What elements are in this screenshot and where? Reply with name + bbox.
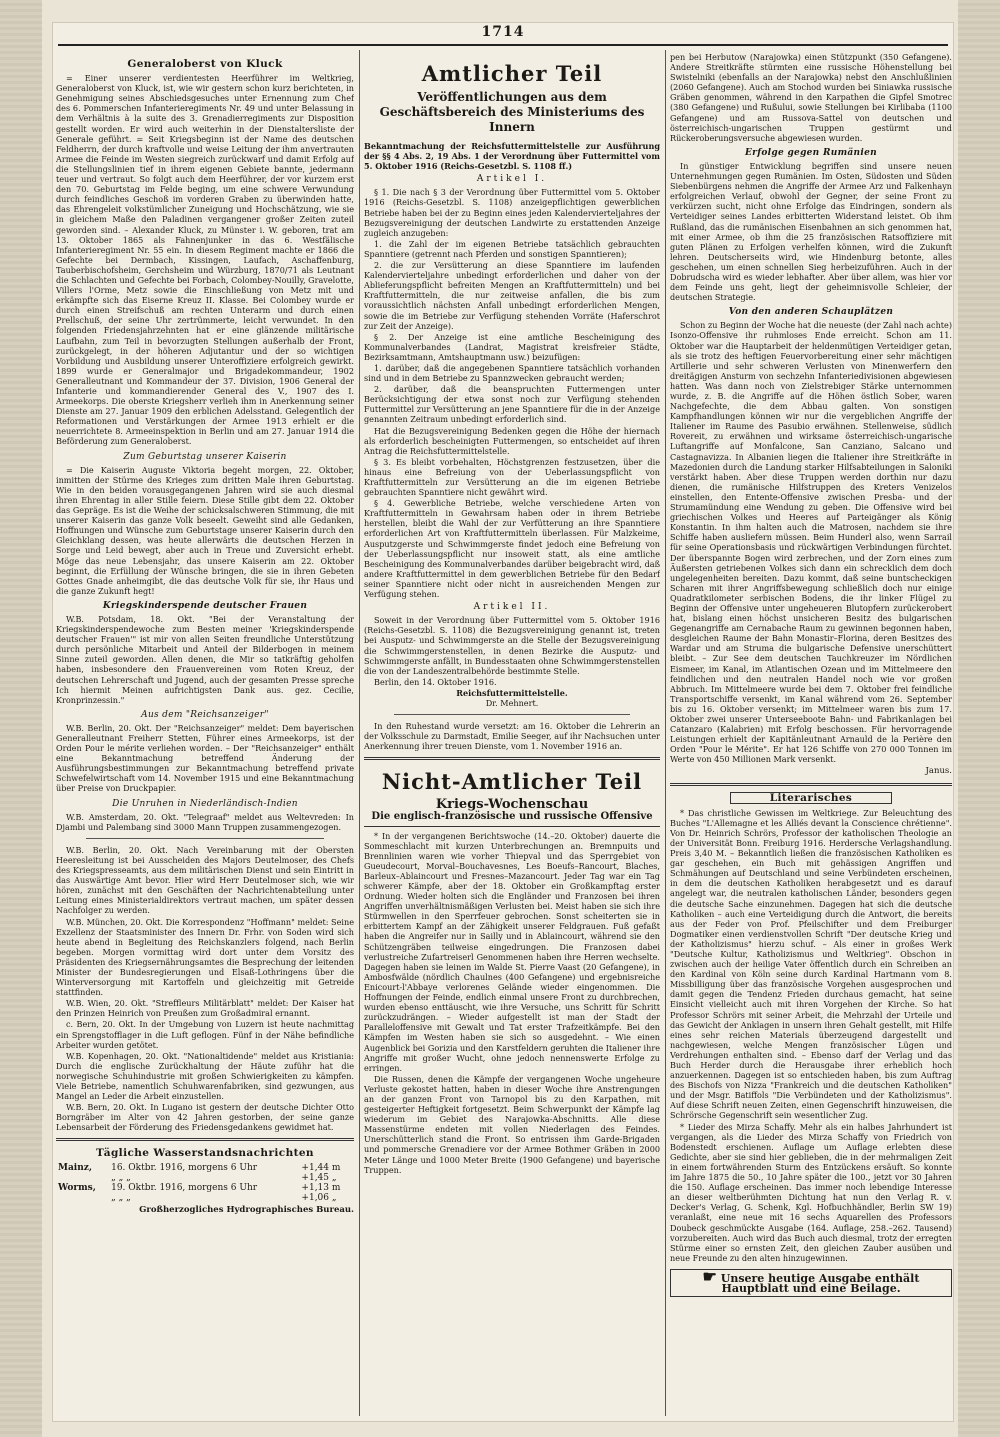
paragraph-1: § 1. Die nach § 3 der Verordnung über Futtermittel vom 5. Oktober 1916 (Reichs-Gesetzbl. S. 1108) anzeigepflichtigen gewerblichen Betriebe haben bei der zu Beginn eines jeden Kalendervierteljahres der Bezugsvereinigung der deutschen Landwirte zu erstattenden Anzeige zugleich anzugeben: xyxy=(364,187,660,238)
paragraph-3: Hat die Bezugsvereinigung Bedenken gegen die Höhe der hiernach als erforderlich bescheinigten Futtermengen, so entscheidet auf ihren Antrag die Reichsfuttermittelstelle. xyxy=(364,425,660,456)
paragraph-item-4: 2. darüber, daß die beanspruchten Futtermengen unter Berücksichtigung der etwa sonst noch zur Verfügung stehenden Futtermittel zur Versütterung an jene Spanntiere für die in der Anzeige genannten Zeitraum unbedingt erforderlich sind. xyxy=(364,384,660,425)
article-wochenschau-1: * In der vergangenen Berichtswoche (14.–20. Oktober) dauerte die Sommeschlacht mit kurzen Unterbrechungen an. Bremnpuits und Brennlinien waren wie vorher Thiepval und das Sperrgebiet von Gueudecourt, Morval–Bouchavesnes, Les Boeufs–Rancourt, Blaches, Barleux–Ablaincourt und Fresnes–Mazancourt. Jeder Tag war ein Tag schwerer Kämpfe, aber der 18. Oktober ein Großkampftag erster Ordnung. Wieder holten sich die Engländer und Franzosen bei ihren Angriffen unverhältnismäßigen Verlusten bei. Meist haben sie sich ihre Stürmwellen in den Sperrfeuer gebrochen. Sonst scheiterten sie in erbittertem Kampf an der Zähigkeit unserer Feldgrauen. Fuß gefaßt haben die Angreifer nur in Sailly und in Ablaincourt, während sie den Schützengräben teilweise eingedrungen. Die Franzosen dabei verlustreiche Zufartreiserl Genommenen haben ihre Herren wechselte. Dagegen haben sie leinen im Walde St. Pierre Vaast (20 Gefangene), in Ambosfwälde (nördlich Chaulnes (400 Gefangene) und ergebnisreiche Enicourt-l'Abbaye verlorenes Gelände wieder eingenommen. Die Hoffnungen der Feinde, endlich einmal unsere Front zu durchbrechen, wurden ebenso enttäuscht, wie ihre Versuche, uns Schritt für Schritt zurückzudrängen. – Wieder aufgestellt ist man der Stadt der Paralleloffensive mit Gewalt und Tat erster Trafzeitkämpfe. Bei den Kämpfen im Westen haben sie sich so ausgedehnt. – Wie einen Augenblick bei Gorizia und den Karstfeldern geruhten die Italiener ihre Angriffe mit großer Wucht, ohne jedoch nennenswerte Erfolge zu erringen. xyxy=(364,830,660,1073)
heading-literarisches: Literarisches xyxy=(730,792,892,804)
signature-office: Reichsfuttermittelstelle. xyxy=(456,687,568,698)
article-muenchen: W.B. München, 20. Okt. Die Korrespondenz "Hoffmann" meldet: Seine Exzellenz der Staatsminister des Innern Dr. Frhr. von Soden wird sich heute abend in Begleitung des Reichskanzlers folgend, nach Berlin begeben. Morgen vormittag wird dort unter dem Vorsitz des Präsidenten des Kriegsernährungsamtes die Besprechung der leitenden Minister der Bundesregierungen und Elsaß-Lothringens über die Winterversorgung mit Kartoffeln und gleichzeitig mit Getreide stattfinden. xyxy=(56,916,354,998)
heading-andere-schauplaetze: Von den anderen Schauplätzen xyxy=(728,307,894,318)
right-page-edge xyxy=(958,0,1000,1437)
retirement-notice: In den Ruhestand wurde versetzt: am 16. Oktober die Lehrerin an der Volksschule zu Darmstadt, Emilie Seeger, auf ihr Nachsuchen unter Anerkennung ihrer treuen Dienste, vom 1. November 1916 an. xyxy=(364,721,660,752)
article-label-1: Artikel I. xyxy=(476,174,548,185)
heading-ministerium: Veröffentlichungen aus dem Geschäftsbereich des Ministeriums des Innern xyxy=(379,90,645,134)
heading-kriegskinderspende: Kriegskinderspende deutscher Frauen xyxy=(102,600,308,611)
water-value: +1,44 m xyxy=(301,1162,341,1173)
water-date: „ „ „ xyxy=(111,1172,131,1183)
article-kaiserin: = Die Kaiserin Auguste Viktoria begeht morgen, 22. Oktober, inmitten der Stürme des Krieges zum dritten Male ihren Geburtstag. Wie in den beiden vorausgegangenen Jahren wird sie auch diesmal ihren Ehrentag in aller Stille feiern. Diese Stille gibt dem 22. Oktober das Gepräge. Es ist die Weihe der schicksalschweren Stimmung, die mit unserer Kaiserin das ganze Volk beseelt. Geweiht sind alle Gedanken, Hoffnungen und Wünsche zum Geburtstage unserer Kaiserin durch den Gleichklang dessen, was heute allerwärts die deutschen Herzen in Sorge und Leid bewegt, aber auch in Treue und Zuversicht erhebt. Möge das neue Lebensjahr, das unsere Kaiserin am 22. Oktober beginnt, die Erfüllung der Wünsche bringen, die sie in ihren Gebeten Gottes Gnade anheimgibt, die das deutsche Volk für sie, ihr Haus und die ganze Zukunft hegt! xyxy=(56,464,354,596)
paragraph-2: § 2. Der Anzeige ist eine amtliche Bescheinigung des Kommunalverbandes (Landrat, Magistrat kreisfreier Städte, Bezirksamtmann, Amtshauptmann usw.) beizufügen: xyxy=(364,331,660,362)
heading-offensive: Die englisch-französische und russische Offensive xyxy=(364,812,660,826)
review-gewissen: * Das christliche Gewissen im Weltkriege. Zur Beleuchtung des Buches "L'Allemagne et les Alliés devant la Conscience chrétienne". Von Dr. Heinrich Schrörs, Professor der katholischen Theologie an der Universität Bonn. Freiburg 1916. Herdersche Verlagshandlung. Preis 3,40 M. – Bekanntlich ließen die französischen Katholiken es gar geschehen, ein Buch mit gehässigen Angriffen und Schmähungen auf Deutschland und seine Verbündeten erscheinen, in dem die deutschen Katholiken herabgesetzt und es darauf angelegt war, die neutralen katholischen Länder, besonders gegen die deutsche Sache einzunehmen. Dagegen hat sich die deutsche Katholiken – auch eine Verteidigung durch die Antwort, die bereits aus der Feder von Prof. Pfeilschifter und dem Freiburger Dogmatiker einen verdienstvollen Schrift "Der deutsche Krieg und der Katholizismus" hierzu schuf. – Als einer in großes Werk "Deutsche Kultur, Katholizismus und Weltkrieg". Obschon in zwischen auch der heilige Vater öffentlich durch ein Schreiben an den Kardinal von Köln seine durch Kardinal Hartmann vom 8. Missbilligung über das französische Vorgehen ausgesprochen und damit gegen die Tendenz Frieden durchaus gemacht, hat seine Einsicht vielleicht auch mit ihren Vorgehen der Kirche. So hat Professor Schrörs mit seiner Arbeit, die Mehrzahl der Urteile und das Gewicht der Anklagen in unsern ihren Gehalt gestellt, mit Hilfe eines sehr reichen Materials überzeugend dargestellt und nachgewiesen, welche Mengen französischer Lügen und Verdrehungen enthalten sind. – Ebenso darf der Verlag und das Buch Herder durch die Herausgabe ihrer erheblich hoch anzuerkennen. Dagegen ist so entschieden haben, bis zum Auftrag des Bischofs von Nizza "Frankreich und die deutschen Katholiken" und der Msgr. Batiffols "Die Verbündeten und der Katholizismus". Auf diese Schrift neuen Zeiten, einen Gegenschrift hinzuweisen, die Schrörsche Gegenschrift sein wesentlicher Zug. xyxy=(670,807,952,1121)
table-row xyxy=(56,1173,354,1183)
heading-kaiserin: Zum Geburtstag unserer Kaiserin xyxy=(123,451,287,462)
water-date: 19. Oktbr. 1916, morgens 6 Uhr xyxy=(111,1182,258,1193)
column-left xyxy=(56,52,354,1416)
water-date: 16. Oktbr. 1916, morgens 6 Uhr xyxy=(111,1162,258,1173)
water-place: Mainz, xyxy=(58,1162,93,1173)
paragraph-item-3: 1. darüber, daß die angegebenen Spanntiere tatsächlich vorhanden sind und in dem Betriebe zu Spannzwecken gebraucht werden; xyxy=(364,362,660,384)
paragraph-item-2: 2. die zur Versütterung an diese Spanntiere im laufenden Kalendervierteljahre unbedingt erforderlichen und daher von der Ablieferungspflicht befreiten Mengen an Kraftfuttermitteln) und bei Kraftfuttermitteln, die nur zeitweise anfallen, die bis zum voraussichtlich nächsten Anfall unbedingt erforderlichen Mengen, sowie die im Betriebe zur Verfügung stehenden Vorräte (Haferschrot zur Zeit der Anzeige). xyxy=(364,260,660,331)
article-label-2: Artikel II. xyxy=(473,602,551,613)
article-wien: W.B. Wien, 20. Okt. "Streffleurs Militärblatt" meldet: Der Kaiser hat den Prinzen Heinrich von Preußen zum Großadmiral ernannt. xyxy=(56,998,354,1019)
water-level-table xyxy=(56,1163,354,1203)
paragraph-4: § 3. Es bleibt vorbehalten, Höchstgrenzen festzusetzen, über die hinaus eine Befreiung von der Ueberlassungspflicht von Kraftfuttermitteln zur Versütterung an die im eigenen Betriebe gebrauchten Spanntiere nicht gewährt wird. xyxy=(364,456,660,498)
heading-kluck: Generaloberst von Kluck xyxy=(127,58,283,70)
table-row xyxy=(56,1193,354,1203)
column-rule-1 xyxy=(359,50,360,1416)
notice-date: Berlin, den 14. Oktober 1916. xyxy=(374,676,497,687)
heading-amtlicher-teil: Amtlicher Teil xyxy=(421,61,603,86)
paragraph-5: § 4. Gewerbliche Betriebe, welche verschiedene Arten von Kraftfuttermitteln in Gewahrsam haben oder in ihrem Betriebe herstellen, bleibt die Wahl der zur Verfütterung an ihre Spanntiere erforderlichen Art von Kraftfuttermitteln überlassen. Für Malzkeime, Ausputzgerste und Schwimmgerste findet jedoch eine Befreiung von der Ueberlassungspflicht nur insoweit statt, als eine amtliche Bescheinigung des Kommunalverbandes darüber beigebracht wird, daß andere Kraftfuttermittel in dem gewerblichen Betriebe für den Bedarf seiner Spanntiere nicht oder nicht in ausreichenden Mengen zur Verfügung stehen. xyxy=(364,498,660,600)
notice-intro: Bekanntmachung der Reichsfuttermittelstelle zur Ausführung der §§ 4 Abs. 2, 19 Abs. 1 der Verordnung über Futtermittel vom 5. Oktober 1916 (Reichs-Gesetzbl. S. 1108 ff.) xyxy=(364,141,660,172)
article-rumaenien: In günstiger Entwicklung begriffen sind unsere neuen Unternehmungen gegen Rumänien. Im Osten, Südosten und Süden Siebenbürgens nehmen die Angriffe der Armee Arz und Falkenhayn erfolgreichen Verlauf, obwohl der Gegner, der seine Front zu verkürzen sucht, nicht ohne Erfolge das Eindringen, sondern als Verteidiger seines Landes erbitterten Widerstand leistet. Ob ihm Rußland, das die rumänischen Eisenbahnen an sich genommen hat, mit einer Armee, ob ihm die 25 französischen Ratsoffiziere mit guten Plänen zu Erfolgen verhelfen können, wird die Zukunft lehren. Deutscherseits wird, wie Hindenburg betonte, alles geschehen, um einen schnellen Sieg herbeizuführen. Auch in der Dobrudscha wird es wieder lebhafter. Aber über allem, was hier vor dem Feinde uns geht, liegt der geheimnisvolle Schleier, der deutschen Strategie. xyxy=(670,160,952,303)
top-rule xyxy=(58,44,948,46)
review-mirza-schaffy: * Lieder des Mirza Schaffy. Mehr als ein halbes Jahrhundert ist vergangen, als die Lieder des Mirza Schaffy von Friedrich von Bodenstedt erschienen. Auflage um Auflage erlebten diese Gedichte, aber sie sind hier geblieben, die in der mehrmaligen Zeit in einem fortwährenden Sturm des Entzückens ersäuft. So konnte im Jahre 1875 die 50., 10 Jahre später die 100., jetzt vor 30 Jahren die 150. Auflage erscheinen. Das immer noch lebendige Interesse an dieser weltberühmten Dichtung hat nun den Verlag R. v. Decker's Verlag, G. Schenk, Kgl. Hofbuchhändler, Berlin SW 19) veranlaßt, eine neue mit 16 sechs Aquarellen des Professors Doubeck geschmückte Ausgabe (164. Auflage, 258.–262. Tausend) vorzubereiten. Auch wird das Buch auch diesmal, trotz der erregten Stürme einer so ernsten Zeit, den gleichen Zauber ausüben und neue Freunde zu den alten hinzugewinnen. xyxy=(670,1121,952,1263)
paragraph-item-1: 1. die Zahl der im eigenen Betriebe tatsächlich gebrauchten Spanntiere (getrennt nach Pferden und sonstigen Spanntieren); xyxy=(364,238,660,259)
edition-notice-text: Unsere heutige Ausgabe enthält Hauptblatt und eine Beilage. xyxy=(720,1271,920,1295)
article-kriegskinderspende: W.B. Potsdam, 18. Okt. "Bei der Veranstaltung der Kriegskinderspendewoche zum Besten meiner 'Kriegskinderspende deutscher Frauen'" ist mir von allen Seiten freundliche Unterstützung durch persönliche Mitarbeit und Anteil der Bilderbogen in meinem Sinne zuteil geworden. Allen denen, die Mir so tatkräftig geholfen haben, insbesondere den Frauenvereinen vom Roten Kreuz, der deutschen Lehrerschaft und Jugend, auch der gesamten Presse spreche Ich hiermit Meinen aufrichtigsten Dank aus. gez. Cecilie, Kronprinzessin." xyxy=(56,613,354,705)
heading-rumaenien: Erfolge gegen Rumänien xyxy=(745,147,877,158)
separator xyxy=(394,714,630,715)
newspaper-page xyxy=(52,22,954,1422)
water-date: „ „ „ xyxy=(111,1192,131,1203)
column-middle xyxy=(364,52,660,1416)
water-source: Großherzogliches Hydrographisches Bureau. xyxy=(139,1204,354,1215)
left-page-edge xyxy=(0,0,42,1437)
double-rule xyxy=(364,757,660,760)
double-rule xyxy=(670,783,952,786)
paragraph-6: Soweit in der Verordnung über Futtermittel vom 5. Oktober 1916 (Reichs-Gesetzbl. S. 1108) die Bezugsvereinigung genannt ist, treten bei Ausputz- und Schwimmgerste an die Stelle der Bezugsvereinigung die Schwimmgerstenstellen, in denen Bezirke die Ausputz- und Schwimmgerste anfällt, in Bundesstaaten ohne Schwimmgerstenstellen die von der Landeszentralbehörde bestimmte Stelle. xyxy=(364,615,660,676)
double-rule xyxy=(56,1138,354,1141)
heading-niederlaendisch-indien: Die Unruhen in Niederländisch-Indien xyxy=(112,798,298,809)
article-kluck: = Einer unserer verdientesten Heerführer im Weltkrieg, Generaloberst von Kluck, ist, wie wir gestern schon kurz berichteten, in Genehmigung seines Abschiedsgesuches unter Ernennung zum Chef des 6. Pommerschen Infanterieregiments Nr. 49 und unter Belassung in dem Verhältnis à la suite des 3. Grenadierregiments zur Disposition gestellt worden. Er wird auch weiterhin in der Dienstaltersliste der Generale geführt. = Seit Kriegsbeginn ist der Name des deutschen Feldherrn, der durch kraftvolle und weise Leitung der ihm anvertrauten Armee die Feinde im Westen siegreich zurückwarf und damit Erfolg auf die Stellungslinien tief in ihrem eigenen Gebiete bannte, jedermann teuer und vertraut. So folgt auch dem Heerführer, der vor kurzem erst den 70. Geburtstag im Felde beging, um eine schwere Verwundung durch feindliches Geschoß im vorderen Graben zu überwinden hatte, das Ehrengeleit volkstümlicher Zuneigung und Hochschätzung, wie sie in gleichem Maße den Paladinen vergangener großer Zeiten zuteil geworden sind. – Alexander Kluck, zu Münster i. W. geboren, trat am 13. Oktober 1865 als Fahnenjunker in das 6. Westfälische Infanterieregiment Nr. 55 ein. In diesem Regiment machte er 1866 die Gefechte bei Dermbach, Kissingen, Laufach, Aschaffenburg, Tauberbischofsheim, Gerchsheim und Würzburg, 1870/71 als Leutnant die Schlachten und Gefechte bei Forbach, Colombey-Nouilly, Gravelotte, Villers l'Orme, Metz sowie die Einschließung von Metz mit und erkämpfte sich das Eiserne Kreuz II. Klasse. Bei Colombey wurde er durch einen Streifschuß am rechten Unterarm und durch einen Prellschuß, der seine Uhr zertrümmerte, leicht verwundet. In den folgenden Friedensjahrzehnten hat er eine glänzende militärische Laufbahn, zum Teil in bevorzugten Stellungen außerhalb der Front, zurückgelegt, in der höheren Adjutantur und der so wichtigen Vorbildung und Ausbildung unserer Unteroffiziere erfolgreich gewirkt. 1899 wurde er Generalmajor und Brigadekommandeur, 1902 Generalleutnant und Kommandeur der 37. Division, 1906 General der Infanterie und kommandierender General des V., 1907 des I. Armeekorps. Die oberste Kriegsherr verlieh ihm in Anerkennung seiner Dienste am 27. Januar 1909 den erblichen Adelsstand. Gelegentlich der Reformationen und Verstärkungen der Armee 1913 erhielt er die neuerrichtete 8. Armeeinspektion in Berlin und am 27. Januar 1914 die Beförderung zum Generaloberst. xyxy=(56,73,354,447)
article-bern-luzern: c. Bern, 20. Okt. In der Umgebung von Luzern ist heute nachmittag ein Sprengstofflager in die Luft geflogen. Fünf in der Nähe befindliche Arbeiter wurden getötet. xyxy=(56,1019,354,1050)
article-continued: pen bei Herbutow (Narajowka) einen Stützpunkt (350 Gefangene). Andere Streitkräfte stürmten eine russische Höhenstellung bei Swistelniki (ebenfalls an der Narajowka) nebst den Anschlußlinien (2060 Gefangene). Auch am Stochod wurden bei Siniawka russische Gräben genommen, während in den Karpathen die Gipfel Smotrec (380 Gefangene) und Rußului, sowie Stellungen bei Kirlibaba (1100 Gefangene) und am Russova-Sattel von deutschen und österreichisch-ungarischen Truppen gestürmt und Rückeroberungsversuche abgewiesen wurden. xyxy=(670,52,952,143)
water-value: +1,13 m xyxy=(301,1182,341,1193)
article-wochenschau-2: Die Russen, denen die Kämpfe der vergangenen Woche ungeheure Verluste gekostet hatten, haben in dieser Woche ihre Anstrengungen an der ganzen Front von Tarnopol bis zu den Karpathen, mit gesteigerter Heftigkeit fortgesetzt. Beim Schwerpunkt der Kämpfe lag wiederum im Gebiet des Narajowka-Abschnitts. Alle diese Massenstürme endeten mit vollen Niederlagen des Feindes. Unerschütterlich stand die Front. So entrissen ihm Garde-Brigaden und pommersche Grenadiere vor der Armee Bothmer Gräben in 2000 Meter Länge und 1000 Meter Breite (1900 Gefangene) und bayerische Truppen. xyxy=(364,1073,660,1175)
heading-wasserstand: Tägliche Wasserstandsnachrichten xyxy=(96,1147,314,1160)
article-bern-lugano: W.B. Bern, 20. Okt. In Lugano ist gestern der deutsche Dichter Otto Borngräber im Alter von 42 Jahren gestorben, der seine ganze Lebensarbeit der Förderung des Friedensgedankens gewidmet hat. xyxy=(56,1102,354,1133)
heading-kriegs-wochenschau: Kriegs-Wochenschau xyxy=(435,797,589,813)
article-berlin: W.B. Berlin, 20. Okt. Nach Vereinbarung mit der Obersten Heeresleitung ist bei Ausscheiden des Majors Deutelmoser, des Chefs des Kriegspresseamts, aus dem militärischen Dienst und sein Eintritt in das Auswärtige Amt bevor. Hier wird Herr Deutelmoser sich, wie wir hören, zunächst mit den Geschäften der Nachrichtenabteilung unter Leitung eines Ministerialdirektors vertraut machen, um später dessen Nachfolger zu werden. xyxy=(56,844,354,916)
article-reichsanzeiger: W.B. Berlin, 20. Okt. Der "Reichsanzeiger" meldet: Dem bayerischen Generalleutnant Freiherr Stetten, Führer eines Armeekorps, ist der Orden Pour le mérite verliehen worden. – Der "Reichsanzeiger" enthält eine Bekanntmachung betreffend Änderung der Ausführungsbestimmungen zur Bekanntmachung betreffend private Schwefelwirtschaft vom 14. November 1915 und eine Bekanntmachung über Preise von Druckpapier. xyxy=(56,722,354,794)
water-value: +1,45 „ xyxy=(301,1172,337,1183)
heading-reichsanzeiger: Aus dem "Reichsanzeiger" xyxy=(141,709,269,720)
separator xyxy=(86,838,324,839)
signature-name: Dr. Mehnert. xyxy=(485,697,539,708)
article-amsterdam: W.B. Amsterdam, 20. Okt. "Telegraaf" meldet aus Weltevreden: In Djambi und Palembang sind 3000 Mann Truppen zusammengezogen. xyxy=(56,811,354,832)
table-row xyxy=(56,1183,354,1193)
column-right xyxy=(670,52,952,1416)
water-place xyxy=(56,1193,109,1203)
water-place: Worms, xyxy=(58,1182,96,1193)
article-kopenhagen: W.B. Kopenhagen, 20. Okt. "Nationaltidende" meldet aus Kristiania: Durch die englische Zurückhaltung der Häute zuführ hat die norwegische Schuhindustrie mit großen Schwierigkeiten zu kämpfen. Viele Betriebe, namentlich Schuhwarenfabriken, sind gezwungen, aus Mangel an Leder die Arbeit einzustellen. xyxy=(56,1050,354,1102)
author-signature: Janus. xyxy=(925,766,952,777)
water-place xyxy=(56,1173,109,1183)
column-rule-2 xyxy=(665,50,666,1416)
page-number: 1714 xyxy=(481,24,525,40)
pointing-hand-icon: ☛ xyxy=(702,1266,717,1286)
edition-notice xyxy=(670,1266,952,1297)
table-row xyxy=(56,1163,354,1173)
heading-nicht-amtlicher-teil: Nicht-Amtlicher Teil xyxy=(381,769,643,795)
water-value: +1,06 „ xyxy=(301,1192,337,1203)
article-andere-schauplaetze: Schon zu Beginn der Woche hat die neueste (der Zahl nach achte) Isonzo-Offensive ihr ruhmloses Ende erreicht. Schon am 11. Oktober war die Hauptarbeit der heldenmütigen Verteidiger getan, als sie trotz des heftigen Feuervorbereitung einer sehr mächtigen Artillerie und sehr schweren Verlusten von Minenwerfern den dreitägigen Ansturm von sechzehn Infanteriedivisionen abgewiesen hatten. Was dann noch von Zielstrebiger Stärke unternommen wurde, z. B. die Angriffe auf die Höhen östlich Sober, waren Nachgefechte, die dem Abbau galten. Von sonstigen Kampfhandlungen können wir nur die vergeblichen Angriffe der Italiener im Raume des Pasubio erwähnen. Stellenweise, südlich Rovereit, zu erwähnen und wirksame österreichisch-ungarische Luftangriffe auf Monfalcone, San Canziano, Salcano und Castagnavizza. In Albanien liegen die Italiener ihre Streitkräfte in Mazedonien durch die Landung starker Hilfsabteilungen in Saloniki verstärkt haben. Aber diese Truppen werden dorthin nur dazu dienen, die rumänische Hilfstruppen des Kreters Venizelos einstellen, den Entente-Offensive zwischen Presba- und der Strumamündung eine Wendung zu geben. Die Offensive wird bei griechischen Volkes und Heeres auf Parteigänger als König Konstantin. In ihm halten auch die Matrosen, nachdem sie ihre Schiffe haben ausliefern müssen. Beim Hunderl also, wenn Sarrail für seine Operationsbasis und rückwärtigen Verbindungen fürchtet. Der überspannte Bogen wird zerbrechen, und der Zorn eines zum Äußersten getriebenen Volkes sich dann ein schrecklich dem doch ungelegenheiten bereiten. Dazu kommt, daß seine buntscheckigen Scharen mit ihrer Angriffsbewegung schließlich doch nur einige Quadratkilometer serbischen Bodens, die ihr linker Flügel zu Beginn der Offensive unter ungeheueren Blutopfern zurückerobert hat, bislang einen höchst unsicheren Besitz des bulgarischen Gegenangriffe am Cernabache Raum zu gewinnen begonnen haben, desgleichen Raume der Bahn Monastir–Florina, deren Besitzes des Wardar und am Struma die bulgarische Defensive unerschüttert bleibt. – Zur See dem deutschen Tauchkreuzer im Nördlichen Eismeer, im Kanal, im Atlantischen Ozean und im Mittelmeere den feindlichen und den neutralen Handel noch wie vor großen Abbruch. Im Mittelmeere wurde bei dem 7. Oktober frei feindliche Transportschiffe versenkt, im Kanal während vom 26. September bis zu 16. Oktober versenkt; im Mittelmeer waren bis zum 17. Oktober zwei unserer Unterseeboote Bahn- und Fabrikanlagen bei Catanzaro (Kalabrien) mit Erfolg beschossen. Für hervorragende Leistungen erhielt der Kapitänleutnant Arnauld de la Perière den Orden "Pour le Mérite". Er hat 126 Schiffe von 270 000 Tonnen im Werte von 450 Millionen Mark versenkt. xyxy=(670,320,952,765)
